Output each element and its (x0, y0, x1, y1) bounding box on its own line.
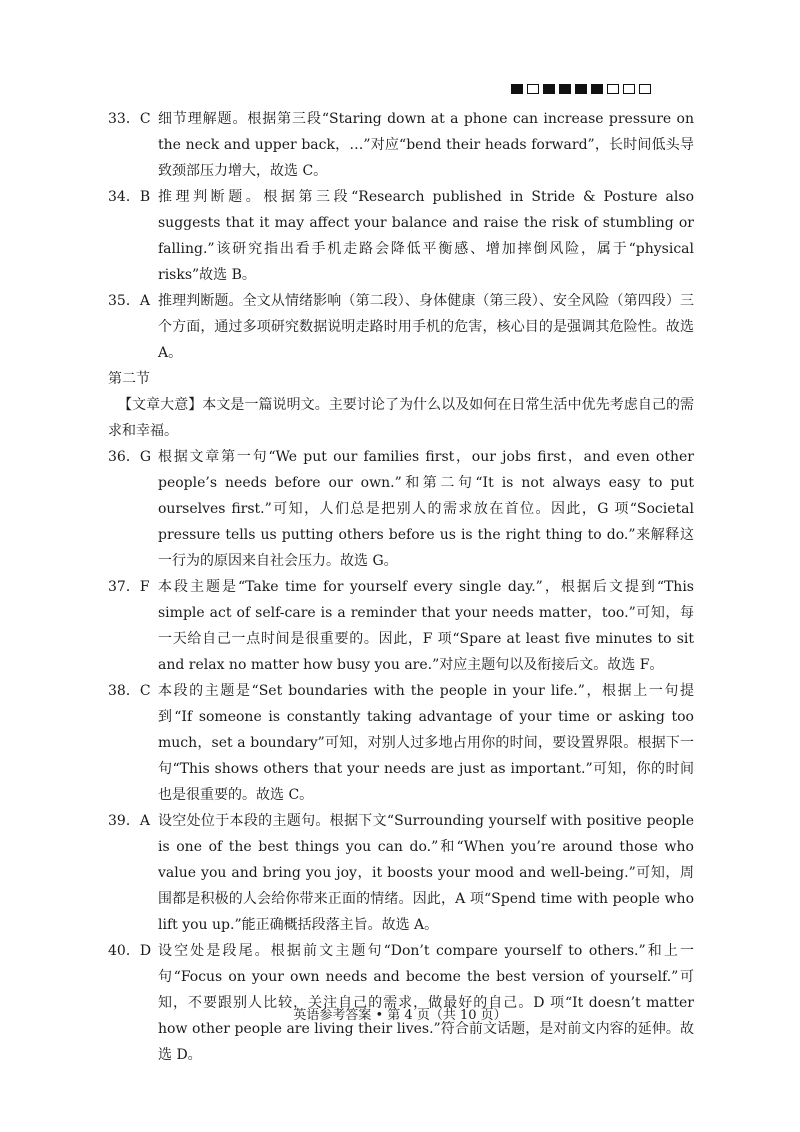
answer-explanation: 本段的主题是“Set boundaries with the people in your life.”，根据上一句提到“If someone is constantly taking advantage of your time or asking too much，set a boundary”可知，对别人过多地占用你的时间，要设置界限。根据下一句“This shows others that your needs are just as important.”可知，你的时间也是很重要的。故选 C。 (158, 683, 694, 803)
answer-number: 38．C (108, 683, 151, 699)
answer-explanation: 细节理解题。根据第三段“Staring down at a phone can increase pressure on the neck and upper back，…”对应“bend their heads forward”，长时间低头导致颈部压力增大，故选 C。 (158, 111, 694, 179)
answer-explanation: 设空处位于本段的主题句。根据下文“Surrounding yourself with positive people is one of the best things you can do.”和“When you’re around those who value you and bring you joy，it boosts your mood and well-being.”可知，周围都是积极的人会给你带来正面的情绪。因此，A 项“Spend time with people who lift you up.”能正确概括段落主旨。故选 A。 (158, 813, 694, 933)
answer-item-40 (108, 938, 694, 1068)
answer-explanation: 设空处是段尾。根据前文主题句“Don’t compare yourself to others.”和上一句“Focus on your own needs and become the best version of yourself.”可知，不要跟别人比较，关注自己的需求，做最好的自己。D 项“It doesn’t matter how other people are living their lives.”符合前文话题，是对前文内容的延伸。故选 D。 (158, 943, 694, 1063)
marker-square (575, 84, 587, 94)
answer-item-35 (108, 288, 694, 366)
answer-number: 34．B (108, 189, 151, 205)
marker-square (623, 84, 635, 94)
answer-number: 37．F (108, 579, 150, 595)
answer-item-37 (108, 574, 694, 678)
answer-number: 40．D (108, 943, 152, 959)
answer-explanation: 本段主题是“Take time for yourself every single day.”，根据后文提到“This simple act of self-care is a reminder that your needs matter，too.”可知，每一天给自己一点时间是很重要的。因此，F 项“Spare at least five minutes to sit and relax no matter how busy you are.”对应主题句以及衔接后文。故选 F。 (158, 579, 694, 673)
answer-number: 36．G (108, 449, 151, 465)
section-title: 第二节 (108, 371, 150, 387)
answer-number: 35．A (108, 293, 150, 309)
page-footer: 英语参考答案 • 第 4 页（共 10 页） (293, 1008, 507, 1023)
page-marker-squares (511, 84, 651, 94)
answer-number: 39．A (108, 813, 150, 829)
marker-square (607, 84, 619, 94)
answer-item-33 (108, 106, 694, 184)
answer-explanation: 推理判断题。全文从情绪影响（第二段）、身体健康（第三段）、安全风险（第四段）三个方面，通过多项研究数据说明走路时用手机的危害，核心目的是强调其危险性。故选 A。 (158, 293, 694, 361)
answer-explanation: 根据文章第一句“We put our families first，our jobs first，and even other people’s needs before our own.”和第二句“It is not always easy to put ourselves first.”可知，人们总是把别人的需求放在首位。因此，G 项“Societal pressure tells us putting others before us is the right thing to do.”来解释这一行为的原因来自社会压力。故选 G。 (158, 449, 694, 569)
answer-item-36 (108, 444, 694, 574)
answer-item-39 (108, 808, 694, 938)
answer-number: 33．C (108, 111, 151, 127)
answer-item-34 (108, 184, 694, 288)
marker-square (527, 84, 539, 94)
marker-square (511, 84, 523, 94)
article-summary: 【文章大意】本文是一篇说明文。主要讨论了为什么以及如何在日常生活中优先考虑自己的需求和幸福。 (108, 397, 694, 439)
marker-square (591, 84, 603, 94)
marker-square (543, 84, 555, 94)
answer-explanation: 推理判断题。根据第三段“Research published in Stride & Posture also suggests that it may affect your balance and raise the risk of stumbling or falling.”该研究指出看手机走路会降低平衡感、增加摔倒风险，属于“physical risks”故选 B。 (158, 189, 694, 283)
marker-square (559, 84, 571, 94)
marker-square (639, 84, 651, 94)
answer-item-38 (108, 678, 694, 808)
answer-content (108, 106, 694, 1068)
